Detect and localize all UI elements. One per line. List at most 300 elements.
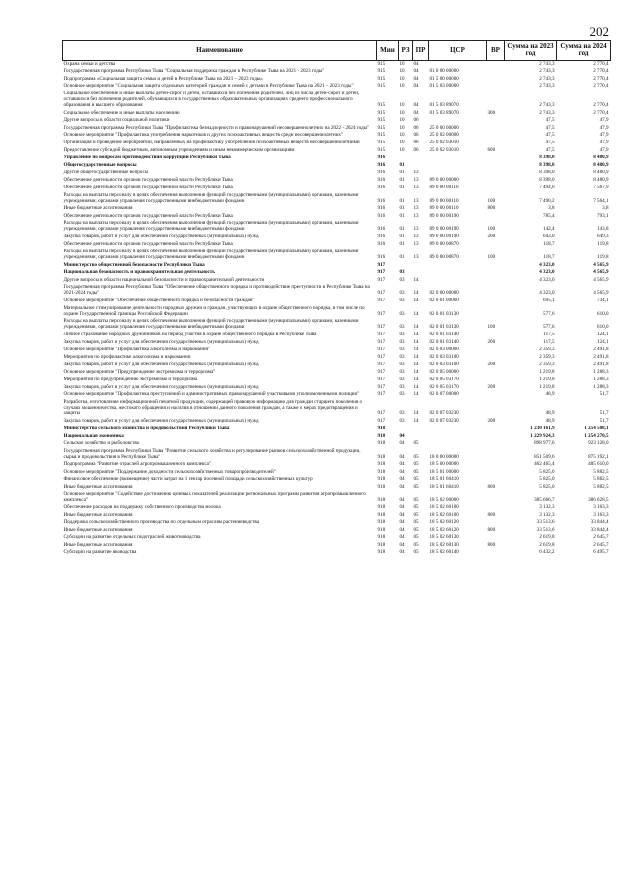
row-name: Основное мероприятие "Предупреждение экстремизма и терроризма" (63, 369, 216, 375)
row-expense-type (487, 185, 505, 192)
row-target-article: 02 0 05 03170 (429, 383, 459, 390)
row-name: Основное мероприятие "Социальная защита отдельных категорий граждан и семей с детьми в Республике Тыва на 2021 – 2023 годы" (63, 83, 354, 89)
row-subsection: 13 (413, 184, 419, 191)
table-row (63, 542, 611, 549)
row-subsection: 06 (413, 139, 419, 146)
table-row (63, 527, 611, 534)
row-sum-2023: 643,0 (543, 233, 555, 240)
row-section (399, 155, 413, 162)
row-sum-2024: 2 645,7 (593, 534, 609, 541)
row-expense-type: 200 (487, 418, 496, 424)
row-ministry: 917 (377, 331, 386, 338)
row-name: Основное мероприятие "Содействие достижению целевых показателей реализации региональных программ развития агропромышленного комплекса" (63, 491, 366, 503)
row-section: 10 (399, 132, 405, 138)
row-sum-2024: 2 770,4 (593, 83, 609, 89)
row-ministry: 915 (377, 109, 386, 116)
row-sum-2024: 5 882,5 (593, 483, 609, 490)
row-expense-type (487, 491, 505, 504)
table-row (63, 147, 611, 154)
header-sum-2024: Сумма на 2024 год (557, 41, 611, 61)
row-section: 04 (399, 534, 405, 541)
row-sum-2023: 5 825,0 (539, 468, 555, 475)
row-name: Иные бюджетные ассигнования (63, 483, 133, 490)
table-row (63, 262, 611, 269)
row-section: 03 (399, 410, 405, 417)
row-subsection: 04 (413, 60, 419, 67)
row-expense-type (487, 269, 505, 276)
row-section: 01 (399, 212, 405, 219)
row-name: Обеспечение деятельности органов государственной власти Республики Тыва (63, 177, 233, 183)
row-subsection: 14 (413, 418, 419, 424)
row-target-article: 18 5 02 00000 (429, 496, 459, 503)
header-expense-type: ВР (487, 41, 505, 61)
row-expense-type (487, 262, 505, 269)
table-row (63, 185, 611, 192)
row-subsection: 04 (413, 68, 419, 75)
row-subsection (413, 269, 429, 276)
row-subsection: 14 (413, 276, 419, 283)
row-section: 03 (399, 297, 405, 304)
row-ministry: 918 (377, 541, 386, 548)
row-sum-2023: 47,5 (545, 124, 555, 131)
row-expense-type (487, 170, 505, 177)
row-section: 03 (399, 383, 405, 390)
row-sum-2024: 2 770,4 (593, 102, 609, 109)
row-subsection (413, 155, 429, 162)
row-sum-2023: 47,5 (545, 139, 555, 146)
row-section: 03 (399, 418, 405, 424)
row-target-article: 18 0 00 00000 (429, 453, 459, 460)
row-subsection: 13 (413, 205, 419, 212)
row-sum-2024: 51,7 (599, 410, 609, 417)
row-expense-type (487, 391, 505, 398)
table-row (63, 117, 611, 124)
row-target-article: 25 0 02 03010 (429, 147, 459, 153)
table-row (63, 440, 611, 447)
row-subsection: 05 (413, 453, 419, 460)
row-sum-2024: 734,1 (597, 297, 609, 304)
row-sum-2024: 124,1 (597, 331, 609, 338)
row-expense-type (487, 354, 505, 361)
table-row (63, 484, 611, 491)
table-row (63, 549, 611, 556)
row-target-article: 89 0 00 00110 (429, 205, 459, 212)
row-subsection: 13 (413, 197, 419, 204)
row-section: 03 (399, 289, 405, 296)
row-name: Иные бюджетные ассигнования (63, 511, 133, 518)
row-target-article: 18 5 02 60120 (429, 526, 459, 533)
row-ministry: 917 (377, 276, 386, 283)
row-target-article: 02 0 01 03140 (429, 339, 459, 345)
row-ministry: 916 (377, 241, 386, 247)
row-expense-type: 100 (487, 254, 496, 261)
row-ministry: 916 (377, 184, 386, 191)
table-row (63, 284, 611, 297)
row-section (399, 426, 413, 433)
row-sum-2024: 2 491,8 (593, 346, 609, 353)
table-row (63, 426, 611, 433)
row-target-article: 01 5 03 89070 (429, 109, 459, 116)
row-subsection: 05 (413, 468, 419, 475)
row-name: Другие вопросы в области национальной безопасности и правоохранительной деятельности (63, 276, 265, 283)
table-row (63, 318, 611, 331)
row-section: 04 (399, 549, 405, 556)
row-name: Мероприятия по профилактике алкоголизма и наркомании (63, 354, 191, 360)
row-sum-2024: 4 565,9 (593, 276, 609, 283)
row-expense-type (487, 399, 505, 418)
row-ministry: 916 (377, 212, 386, 219)
row-section: 03 (399, 276, 405, 283)
row-sum-2024: 47,9 (599, 132, 609, 138)
row-ministry: 918 (377, 468, 386, 475)
row-sum-2024: 2 770,4 (593, 60, 609, 67)
table-row (63, 369, 611, 376)
row-sum-2024: 2 491,8 (593, 354, 609, 360)
row-subsection: 13 (413, 177, 419, 183)
header-ministry: Мин (377, 41, 399, 61)
row-sum-2023: 2 359,3 (539, 354, 555, 360)
row-subsection: 14 (413, 289, 419, 296)
row-section: 04 (399, 440, 405, 447)
row-sum-2023: 2 743,3 (539, 109, 555, 116)
row-section (399, 262, 413, 269)
row-expense-type (487, 440, 505, 447)
row-sum-2023: 5 825,0 (539, 476, 555, 483)
row-name: Основное мероприятие "Профилактика употребления наркотиков и других психоактивных веществ среди несовершеннолетних" (63, 132, 344, 138)
row-expense-type (487, 369, 505, 376)
row-subsection (413, 262, 429, 269)
row-sum-2023: 33 513,6 (536, 519, 555, 526)
row-ministry: 918 (377, 453, 386, 460)
row-expense-type: 100 (487, 197, 496, 204)
row-expense-type: 300 (487, 109, 496, 116)
row-section: 03 (399, 310, 405, 317)
row-section: 04 (399, 483, 405, 490)
row-sum-2024: 2 491,8 (593, 361, 609, 368)
row-section: 01 (399, 225, 405, 232)
row-subsection: 14 (413, 383, 419, 390)
table-row (63, 60, 611, 68)
row-expense-type (487, 377, 505, 384)
row-subsection: 13 (413, 233, 419, 240)
row-sum-2024: 3,8 (602, 205, 609, 212)
table-row (63, 83, 611, 90)
row-subsection: 05 (413, 461, 419, 468)
row-target-article: 02 0 07 00000 (429, 391, 459, 398)
row-ministry: 917 (377, 297, 386, 304)
row-expense-type (487, 519, 505, 526)
row-ministry: 917 (377, 339, 386, 345)
row-ministry: 915 (377, 68, 386, 75)
row-section: 10 (399, 124, 405, 131)
row-sum-2024: 1 288,3 (593, 376, 609, 383)
row-sum-2024: 47,9 (599, 124, 609, 131)
row-subsection: 14 (413, 410, 419, 417)
row-ministry: 918 (377, 496, 386, 503)
row-subsection: 04 (413, 109, 419, 116)
row-expense-type (487, 476, 505, 483)
row-name: Подпрограмма "Развитие отраслей агропромышленного комплекса" (63, 461, 212, 468)
row-sum-2024: 923 128,0 (588, 440, 609, 447)
row-sum-2024: 124,1 (597, 339, 609, 345)
row-target-article: 89 0 00 00870 (429, 254, 459, 261)
row-sum-2023: 2 743,3 (539, 102, 555, 109)
row-expense-type (487, 125, 505, 132)
row-target-article: 02 0 01 03130 (429, 310, 459, 317)
page-number: 202 (589, 24, 609, 39)
table-row (63, 213, 611, 220)
row-sum-2024: 2 770,4 (593, 109, 609, 116)
header-target-article: ЦСР (429, 41, 487, 61)
row-expense-type: 200 (487, 339, 496, 345)
row-sum-2024: 2 645,7 (593, 541, 609, 548)
row-target-article: 18 5 02 60140 (429, 549, 459, 556)
row-sum-2023: 2 743,3 (539, 68, 555, 75)
row-ministry: 917 (377, 383, 386, 390)
row-sum-2023: 785,4 (543, 212, 555, 219)
row-sum-2024: 1 288,3 (593, 383, 609, 390)
row-sum-2023: 2 359,3 (539, 361, 555, 368)
row-ministry: 917 (377, 269, 386, 276)
row-subsection: 14 (413, 346, 419, 353)
table-row (63, 433, 611, 440)
row-subsection: 05 (413, 476, 419, 483)
row-expense-type: 100 (487, 323, 496, 330)
row-target-article: 18 5 00 00000 (429, 461, 459, 468)
row-expense-type: 800 (487, 526, 496, 533)
row-sum-2023: 8 398,0 (539, 154, 555, 161)
row-subsection: 05 (413, 440, 419, 447)
table-row (63, 476, 611, 483)
row-name: Другие общегосударственные вопросы (63, 169, 149, 176)
table-header-row (63, 41, 611, 61)
table-row (63, 170, 611, 177)
table-row (63, 132, 611, 139)
row-sum-2023: 4 323,0 (539, 269, 555, 276)
row-name: Национальная безопасность и правоохранительная деятельность (63, 269, 215, 276)
row-target-article: 01 5 03 00000 (429, 83, 459, 89)
row-ministry: 915 (377, 147, 386, 153)
row-sum-2024: 119,8 (597, 241, 609, 247)
row-sum-2023: 1 219,8 (539, 383, 555, 390)
row-sum-2023: 3,8 (548, 205, 555, 212)
row-ministry: 916 (377, 169, 386, 176)
row-expense-type (487, 76, 505, 83)
row-section: 03 (399, 376, 405, 383)
row-name: Основное мероприятие "Обеспечение общественного порядка и безопасности граждан" (63, 297, 255, 304)
row-name: Финансовое обеспечение (возмещение) части затрат на 1 гектар посевной площади сельскохозяйственных культур (63, 476, 313, 483)
row-expense-type (487, 213, 505, 220)
row-sum-2023: 2 743,3 (539, 83, 555, 89)
row-section: 01 (399, 169, 405, 176)
table-row (63, 391, 611, 398)
row-sum-2023: 48,9 (545, 410, 555, 417)
row-sum-2023: 117,5 (543, 331, 555, 338)
row-section: 04 (399, 468, 405, 475)
row-ministry: 917 (377, 261, 386, 268)
row-target-article: 01 5 03 89070 (429, 102, 459, 109)
row-name: Расходы на выплаты персоналу в целях обеспечения выполнения функций государственными (муниципальными) органами, казенными учреждениями, органами управления государственными внебюджетными фондами (63, 192, 359, 204)
header-subsection: ПР (413, 41, 429, 61)
row-sum-2024: 7 564,1 (593, 197, 609, 204)
row-sum-2023: 48,9 (545, 391, 555, 398)
row-subsection: 14 (413, 323, 419, 330)
row-name: Закупка товаров, работ и услуг для обеспечения государственных (муниципальных) нужд (63, 233, 259, 240)
row-sum-2024: 33 844,4 (590, 519, 609, 526)
row-target-article: 02 0 05 00000 (429, 369, 459, 375)
row-name: Расходы на выплаты персоналу в целях обеспечения выполнения функций государственными (муниципальными) органами, казенными учреждениями, органами управления государственными внебюджетными фондами (63, 248, 359, 261)
row-target-article: 89 0 00 00000 (429, 177, 459, 183)
row-sum-2024: 2 770,4 (593, 75, 609, 82)
row-name: Иные бюджетные ассигнования (63, 541, 133, 548)
table-row (63, 76, 611, 83)
row-name: Сельское хозяйство и рыболовство (63, 440, 140, 447)
row-expense-type (487, 461, 505, 468)
row-expense-type (487, 549, 505, 556)
row-target-article (429, 269, 487, 276)
table-row (63, 192, 611, 205)
row-target-article: 02 0 07 03230 (429, 410, 459, 417)
row-sum-2024: 386 628,5 (588, 496, 609, 503)
row-target-article: 89 0 00 00190 (429, 233, 459, 240)
row-sum-2024: 4 565,9 (593, 261, 609, 268)
row-sum-2024: 47,9 (599, 147, 609, 153)
row-ministry: 918 (377, 483, 386, 490)
row-name: Закупка товаров, работ и услуг для обеспечения государственных (муниципальных) нужд (63, 383, 259, 390)
row-name: Расходы на выплаты персоналу в целях обеспечения выполнения функций государственными (муниципальными) органами, казенными учреждениями, органами управления государственными внебюджетными фондами (63, 318, 359, 330)
row-name: Социальное обеспечение и иные выплаты детей-сирот и детей, оставшихся без попечения родителей, лиц из числа детей-сирот и детей, оставшихся без попечения родителей, обучающихся в государственных образовательных организациях среднего профессионального образования и высшего образования (63, 90, 360, 109)
row-ministry: 918 (377, 433, 386, 439)
table-row (63, 205, 611, 212)
row-ministry: 918 (377, 440, 386, 447)
row-ministry: 918 (377, 511, 386, 518)
row-subsection: 05 (413, 511, 419, 518)
row-target-article (429, 426, 487, 433)
row-sum-2023: 898 977,6 (534, 440, 555, 447)
row-expense-type (487, 241, 505, 248)
row-ministry: 917 (377, 410, 386, 417)
row-sum-2023: 2 743,3 (539, 75, 555, 82)
row-sum-2024: 1 254 508,1 (584, 425, 609, 432)
row-expense-type: 600 (487, 147, 496, 153)
row-name: Общегосударственные вопросы (63, 162, 137, 168)
row-name: Материальное стимулирование деятельности народных дружин и граждан, участвующих в охране общественного порядка, в том числе по охране Государственной границы Российской Федерации (63, 305, 365, 317)
row-target-article: 89 0 00 00190 (429, 225, 459, 232)
row-expense-type (487, 277, 505, 284)
row-ministry: 917 (377, 323, 386, 330)
row-sum-2023: 6 432,2 (539, 549, 555, 556)
row-expense-type: 200 (487, 361, 496, 368)
row-sum-2023: 462 465,4 (534, 461, 555, 468)
row-name: Обеспечение расходов на поддержку собственного производства молока (63, 504, 221, 511)
row-ministry: 915 (377, 124, 386, 131)
row-subsection: 06 (413, 132, 419, 138)
table-row (63, 241, 611, 248)
row-expense-type (487, 534, 505, 541)
row-subsection: 05 (413, 526, 419, 533)
table-row (63, 332, 611, 339)
row-sum-2023: 2 743,3 (539, 60, 555, 67)
row-sum-2023: 3 132,3 (539, 511, 555, 518)
table-row (63, 125, 611, 132)
row-sum-2023: 118,7 (543, 241, 555, 247)
row-name: Государственная программа Республики Тыва "Профилактика безнадзорности и правонарушений несовершеннолетних на 2022 - 2024 годы" (63, 124, 370, 131)
row-expense-type (487, 162, 505, 169)
row-subsection: 06 (413, 124, 419, 131)
row-target-article: 02 0 03 00000 (429, 346, 459, 353)
row-target-article: 89 0 00 00110 (429, 184, 459, 191)
row-section: 10 (399, 147, 405, 153)
table-row (63, 298, 611, 305)
row-target-article (429, 60, 487, 68)
row-ministry: 917 (377, 289, 386, 296)
row-sum-2024: 485 610,0 (588, 461, 609, 468)
row-ministry: 917 (377, 391, 386, 398)
row-target-article (429, 433, 487, 440)
table-row (63, 162, 611, 169)
row-subsection: 05 (413, 504, 419, 511)
row-expense-type (487, 117, 505, 124)
row-expense-type (487, 132, 505, 139)
row-section: 10 (399, 109, 405, 116)
row-name: Государственная программа Республики Тыва "Социальная поддержка граждан в Республике Тыва на 2021 - 2023 годы" (63, 68, 325, 75)
table-body (63, 60, 611, 557)
row-ministry: 917 (377, 418, 386, 424)
row-ministry: 915 (377, 75, 386, 82)
row-section: 04 (399, 511, 405, 518)
row-subsection: 13 (413, 241, 419, 247)
row-sum-2023: 33 513,6 (536, 526, 555, 533)
row-target-article: 02 0 01 03140 (429, 331, 459, 338)
row-name: Национальная экономика (63, 433, 124, 439)
header-section: РЗ (399, 41, 413, 61)
row-target-article (429, 440, 487, 447)
row-subsection: 14 (413, 369, 419, 375)
row-ministry: 915 (377, 132, 386, 138)
table-row (63, 519, 611, 526)
row-target-article (429, 277, 487, 284)
row-sum-2023: 48,9 (545, 418, 555, 424)
row-subsection: 14 (413, 310, 419, 317)
row-sum-2024: 610,0 (597, 323, 609, 330)
row-expense-type: 800 (487, 205, 496, 212)
row-sum-2023: 2 619,8 (539, 534, 555, 541)
row-name: Обеспечение деятельности органов государственной власти Республики Тыва (63, 212, 233, 219)
row-target-article: 02 0 03 03100 (429, 361, 459, 368)
row-name: Министерство сельского хозяйства и продовольствия Республики Тыва (63, 425, 230, 432)
row-sum-2023: 695,1 (543, 297, 555, 304)
row-sum-2023: 1 219,8 (539, 369, 555, 375)
row-sum-2024: 5 882,5 (593, 468, 609, 475)
row-name: Государственная программа Республики Тыва "Развитие сельского хозяйства и регулирование рынков сельскохозяйственной продукции, сырья и продовольствия в Республике Тыва" (63, 447, 361, 460)
row-sum-2024: 793,1 (597, 212, 609, 219)
row-sum-2024: 143,8 (597, 225, 609, 232)
table-row (63, 234, 611, 241)
row-target-article: 18 5 02 60130 (429, 534, 459, 541)
row-sum-2023: 3 132,3 (539, 504, 555, 511)
row-expense-type (487, 68, 505, 75)
table-row (63, 534, 611, 541)
row-name: Субсидии на развитие яководства (63, 549, 137, 556)
row-sum-2023: 142,4 (543, 225, 555, 232)
table-row (63, 68, 611, 75)
row-sum-2024: 649,3 (597, 233, 609, 240)
row-subsection: 06 (413, 117, 419, 124)
row-subsection: 14 (413, 297, 419, 304)
row-expense-type: 800 (487, 541, 496, 548)
row-ministry: 918 (377, 519, 386, 526)
row-expense-type (487, 305, 505, 318)
